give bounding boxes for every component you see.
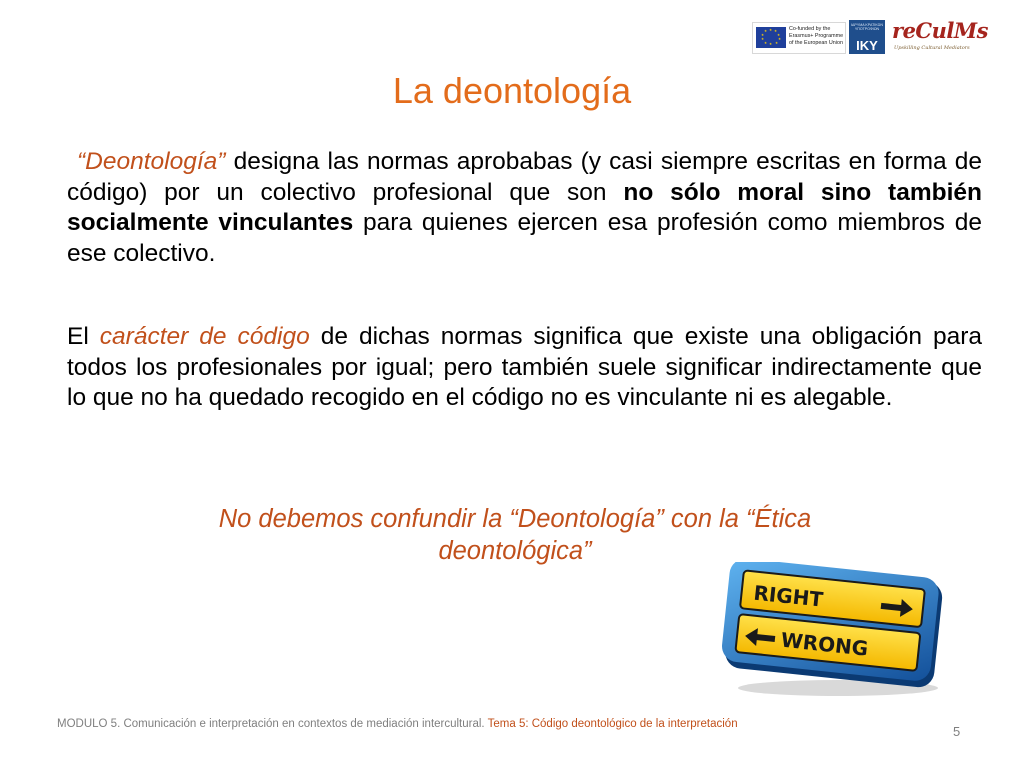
footer-tema: Tema 5: Código deontológico de la interpretación [487, 718, 738, 730]
iky-logo: ΙΔΡΥΜΑ ΚΡΑΤΙΚΩΝ ΥΠΟΤΡΟΦΙΩΝ IKY [849, 20, 885, 54]
paragraph-deontologia-definition: “Deontología” designa las normas aprobabas (y casi siempre escritas en forma de código) por un colectivo profesional que son no sólo moral sino también socialmente vinculantes para quienes ejercen esa profesión como miembros de ese colectivo. [67, 148, 982, 267]
warning-note: No debemos confundir la “Deontología” con la “Ética deontológica” [218, 505, 812, 565]
bold-emphasis: no sólo moral sino también socialmente vinculantes [67, 178, 982, 236]
deontologia-term: “Deontología” [77, 148, 226, 175]
caracter-codigo-term: carácter de código [99, 323, 310, 350]
reculms-logo: reCulMs Upskilling Cultural Mediators [892, 18, 988, 51]
paragraph-caracter-codigo: El carácter de código de dichas normas significa que existe una obligación para todos los profesionales por igual; pero también suele significar indirectamente que lo que no ha quedado recogido en el código no es vinculante ni es alegable. [67, 323, 983, 411]
footer-module: MODULO 5. Comunicación e interpretación en contextos de mediación intercultural. Tema 5: Código deontológico de la interpretación [57, 718, 738, 730]
erasmus-logo [752, 22, 846, 54]
right-label: RIGHT [752, 580, 825, 612]
slide-title: La deontología [392, 70, 632, 111]
header-logos [752, 18, 992, 56]
erasmus-text: Co-funded by the Erasmus+ Programme of the European Union [789, 26, 844, 46]
wrong-label: WRONG [779, 627, 870, 661]
page-number: 5 [953, 724, 961, 739]
eu-flag-icon: ★ ★ ★ ★ ★ ★ ★ ★ ★ ★ [756, 27, 786, 48]
right-wrong-sign-image [718, 562, 948, 702]
